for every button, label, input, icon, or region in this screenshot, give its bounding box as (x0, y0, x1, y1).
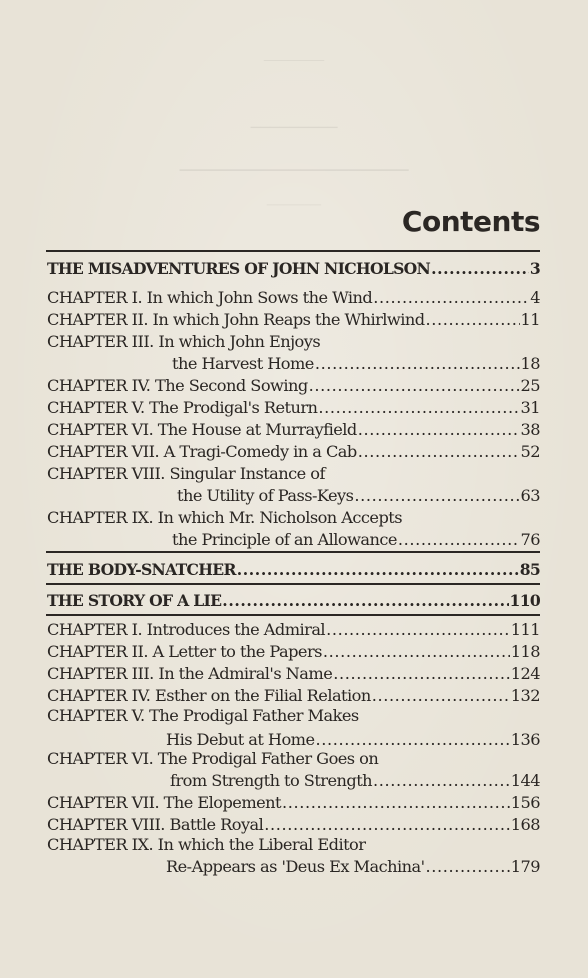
dot-leader (373, 288, 529, 308)
toc-chapter-entry[interactable] (47, 332, 540, 374)
chapter-title: CHAPTER II. A Letter to the Papers (47, 642, 322, 661)
dot-leader (237, 560, 519, 580)
chapter-title: CHAPTER V. The Prodigal's Return (47, 398, 318, 417)
toc-chapter-entry[interactable] (47, 310, 540, 330)
toc-section-entry[interactable] (47, 560, 540, 580)
toc-chapter-entry[interactable] (47, 464, 540, 506)
dot-leader (318, 398, 519, 418)
chapter-title: CHAPTER II. In which John Reaps the Whirlwind (47, 310, 425, 329)
page-number: 85 (519, 560, 540, 579)
page-number: 110 (509, 591, 540, 610)
toc-section-entry[interactable] (47, 259, 540, 279)
toc-chapter-entry[interactable] (47, 686, 540, 706)
chapter-title: CHAPTER IX. In which Mr. Nicholson Accepts (47, 508, 402, 527)
dot-leader (373, 771, 510, 791)
dot-leader (264, 815, 509, 835)
bleed-through-text: ───────── (250, 118, 338, 137)
chapter-title: CHAPTER VIII. Battle Royal (47, 815, 264, 834)
dot-leader (431, 259, 529, 279)
page-number: 144 (510, 771, 540, 790)
chapter-title: CHAPTER IV. Esther on the Filial Relation (47, 686, 371, 705)
toc-section-entry[interactable] (47, 591, 540, 611)
page-title: Contents (401, 205, 540, 238)
dot-leader (358, 442, 520, 462)
toc-chapter-entry[interactable] (47, 793, 540, 813)
section-title: THE BODY-SNATCHER (47, 560, 236, 579)
dot-leader (315, 354, 520, 374)
page-number: 4 (530, 288, 540, 307)
dot-leader (426, 857, 510, 877)
chapter-title-continued: from Strength to Strength (170, 771, 373, 790)
page-number: 63 (520, 486, 540, 505)
page-number: 11 (520, 310, 540, 329)
chapter-title: CHAPTER IV. The Second Sowing (47, 376, 308, 395)
section-title: THE STORY OF A LIE (47, 591, 222, 610)
dot-leader (358, 420, 520, 440)
toc-chapter-entry[interactable] (47, 664, 540, 684)
page-number: 18 (520, 354, 540, 373)
dot-leader (333, 664, 510, 684)
toc-chapter-entry[interactable] (47, 642, 540, 662)
chapter-title: CHAPTER VIII. Singular Instance of (47, 464, 325, 483)
page-number: 156 (510, 793, 540, 812)
chapter-title: CHAPTER III. In which John Enjoys (47, 332, 321, 351)
page-number: 3 (529, 259, 540, 278)
chapter-title-continued: the Harvest Home (172, 354, 314, 373)
dot-leader (323, 642, 510, 662)
toc-chapter-entry[interactable] (47, 288, 540, 308)
toc-chapter-entry[interactable] (47, 398, 540, 418)
chapter-title: CHAPTER I. Introduces the Admiral (47, 620, 326, 639)
chapter-title: CHAPTER VII. The Elopement (47, 793, 281, 812)
chapter-title-continued: His Debut at Home (166, 730, 315, 749)
page-number: 31 (520, 398, 540, 417)
toc-chapter-entry[interactable] (47, 706, 540, 750)
dot-leader (426, 310, 520, 330)
bleed-through-text: ────────── (263, 56, 325, 67)
dot-leader (309, 376, 520, 396)
dot-leader (354, 486, 519, 506)
page-number: 38 (520, 420, 540, 439)
dot-leader (282, 793, 510, 813)
dot-leader (222, 591, 508, 611)
chapter-title: CHAPTER VI. The House at Murrayfield (47, 420, 357, 439)
toc-chapter-entry[interactable] (47, 508, 540, 550)
chapter-title: CHAPTER VI. The Prodigal Father Goes on (47, 749, 379, 768)
dot-leader (398, 530, 520, 550)
toc-chapter-entry[interactable] (47, 420, 540, 440)
chapter-title: CHAPTER IX. In which the Liberal Editor (47, 835, 366, 854)
chapter-title: CHAPTER V. The Prodigal Father Makes (47, 706, 359, 725)
toc-chapter-entry[interactable] (47, 835, 540, 877)
toc-chapter-entry[interactable] (47, 620, 540, 640)
chapter-title: CHAPTER III. In the Admiral's Name (47, 664, 333, 683)
chapter-title-continued: the Utility of Pass-Keys (177, 486, 354, 505)
chapter-title: CHAPTER VII. A Tragi-Comedy in a Cab (47, 442, 357, 461)
dot-leader (372, 686, 510, 706)
page-number: 52 (520, 442, 540, 461)
page-number: 168 (510, 815, 540, 834)
page-number: 76 (520, 530, 540, 549)
toc-chapter-entry[interactable] (47, 749, 540, 791)
page-number: 179 (510, 857, 540, 876)
section-title: THE MISADVENTURES OF JOHN NICHOLSON (47, 259, 431, 278)
toc-chapter-entry[interactable] (47, 815, 540, 835)
bleed-through-text: ─────────────────── (179, 158, 409, 182)
page-number: 136 (510, 730, 540, 749)
page-number: 25 (520, 376, 540, 395)
toc-chapter-entry[interactable] (47, 442, 540, 462)
page-number: 118 (510, 642, 540, 661)
chapter-title-continued: the Principle of an Allowance (172, 530, 397, 549)
chapter-title-continued: Re-Appears as 'Deus Ex Machina' (166, 857, 425, 876)
toc-chapter-entry[interactable] (47, 376, 540, 396)
dot-leader (316, 730, 510, 750)
dot-leader (326, 620, 510, 640)
chapter-title: CHAPTER I. In which John Sows the Wind (47, 288, 373, 307)
bleed-through-text: ────────── (266, 201, 322, 211)
page-number: 111 (510, 620, 540, 639)
page-number: 124 (510, 664, 540, 683)
page-number: 132 (510, 686, 540, 705)
